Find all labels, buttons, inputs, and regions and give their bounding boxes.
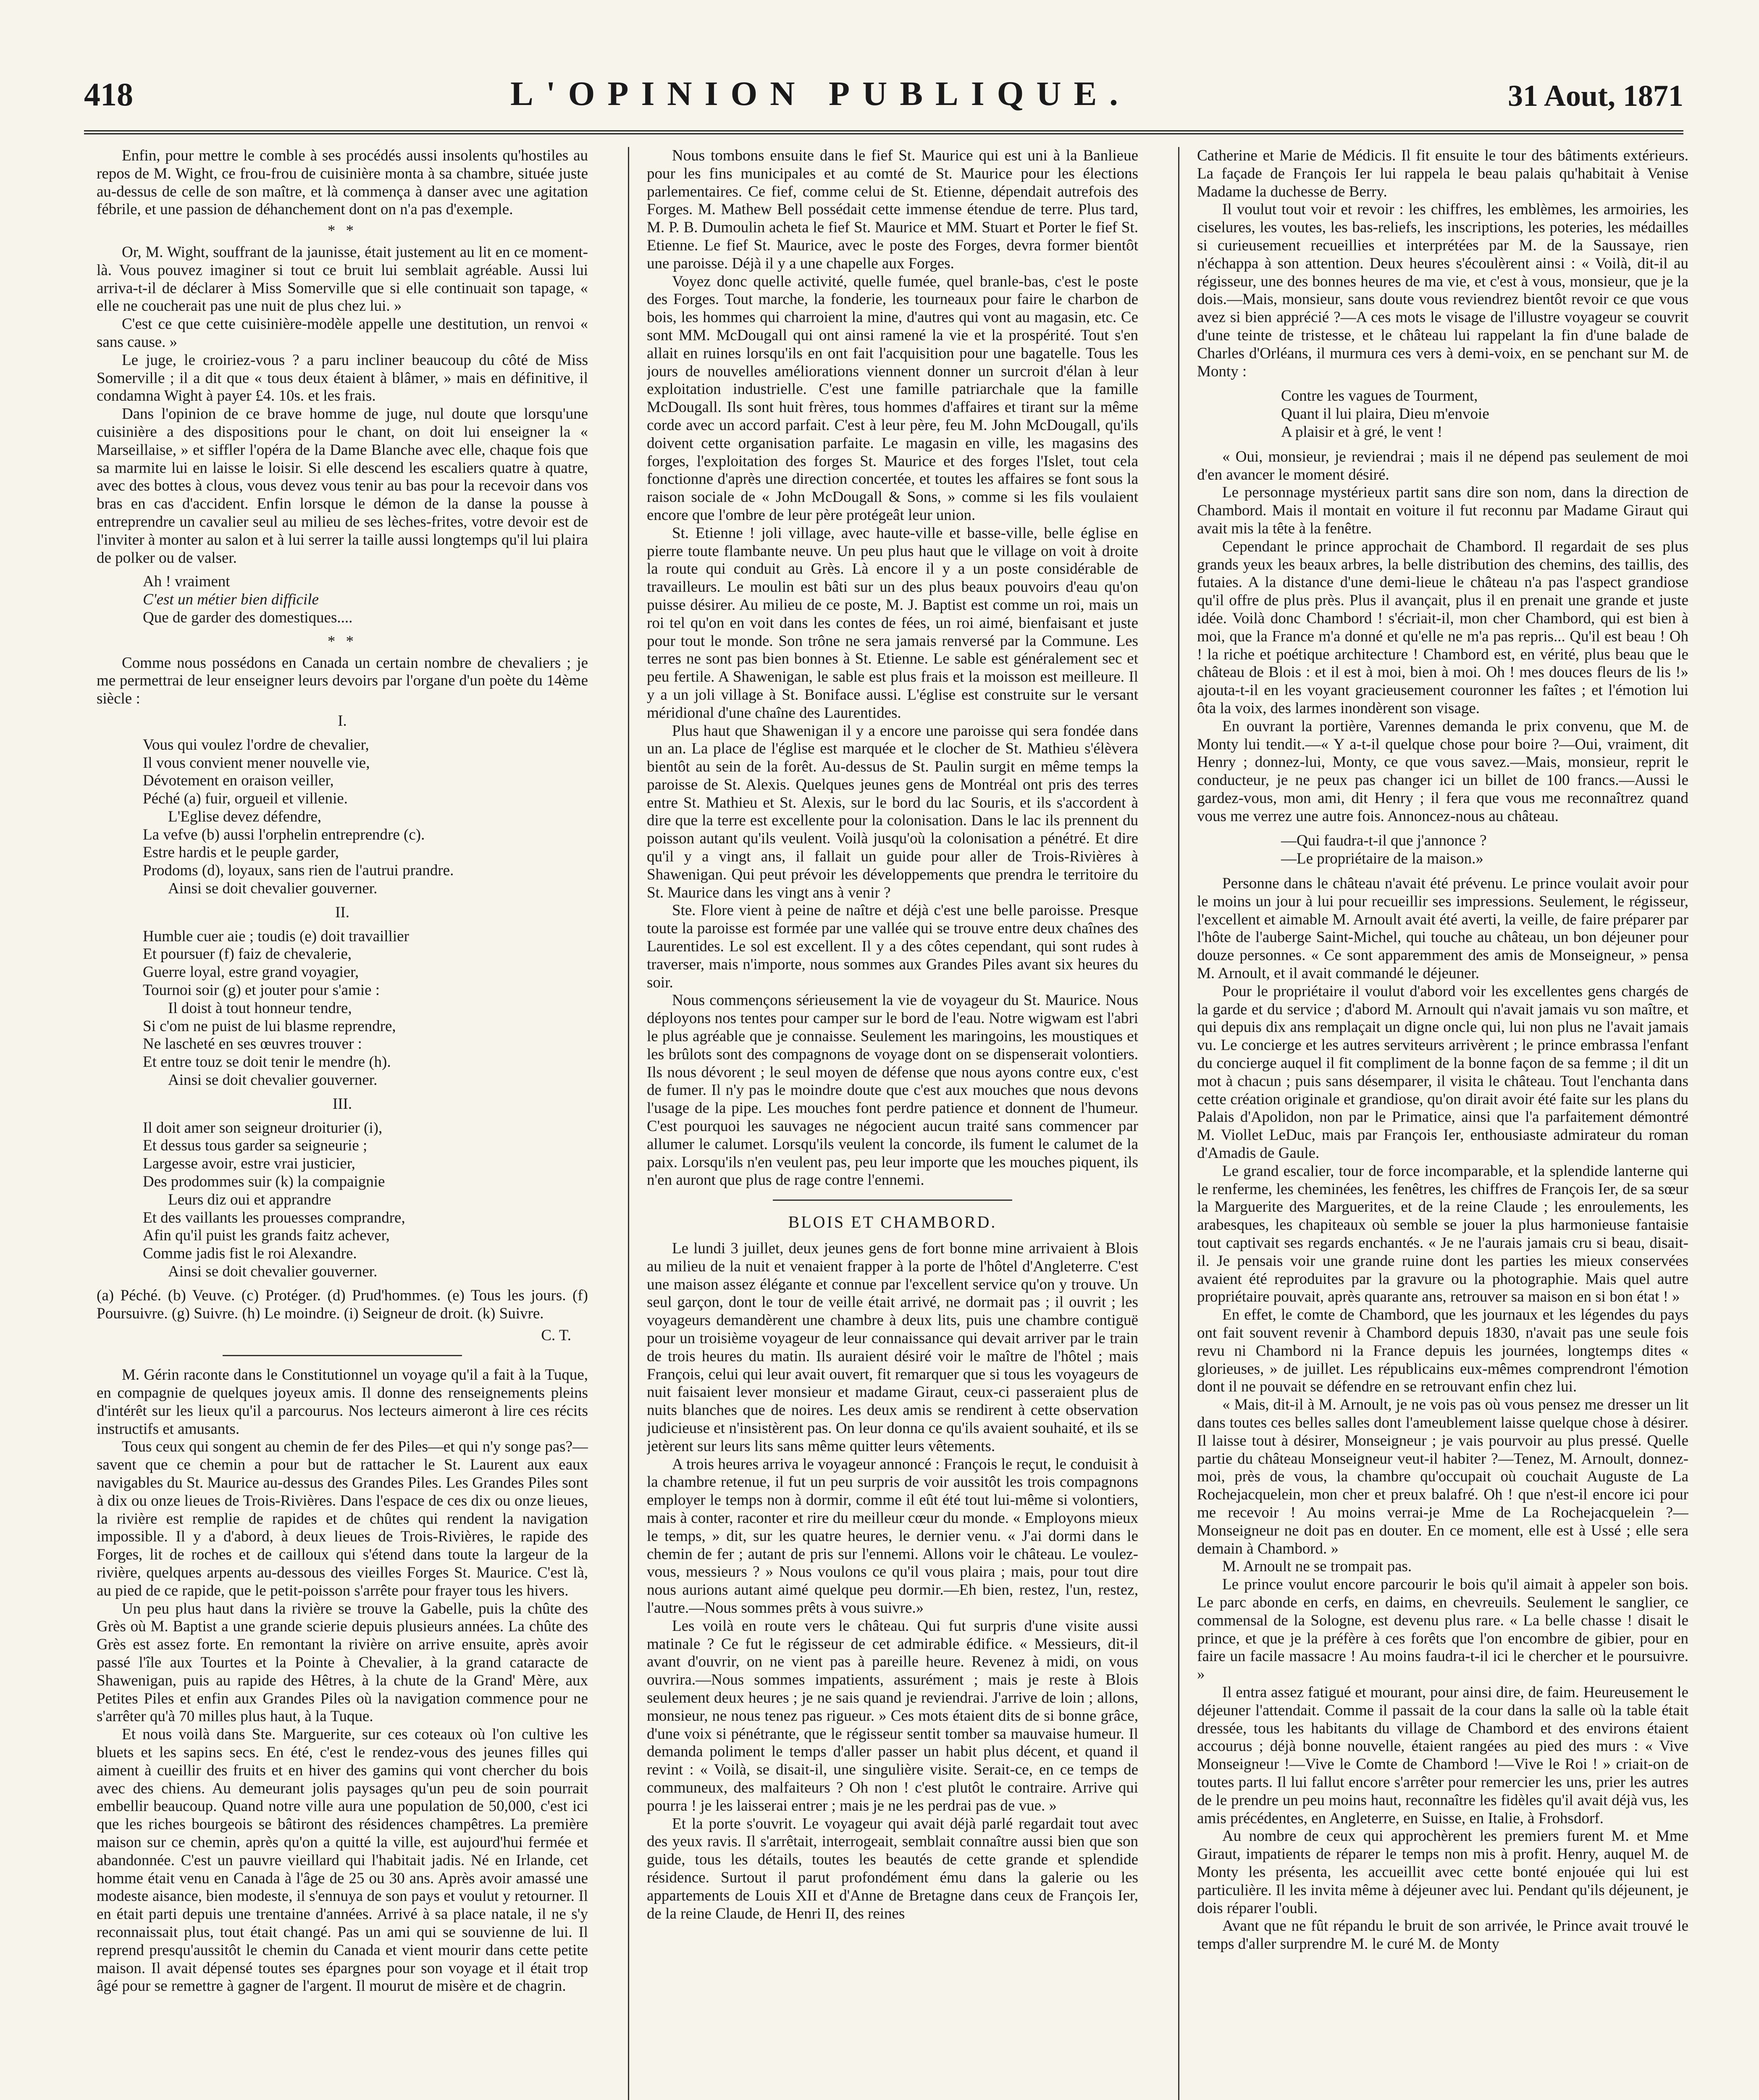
- section-divider: [773, 1200, 1012, 1201]
- verse-line: Dévotement en oraison veiller,: [143, 772, 334, 790]
- paragraph: Le personnage mystérieux partit sans dire son nom, dans la direction de Chambord. Mais il montait en voiture il fut reconnu par Madame Giraut qui avait mis la tête à la fenêtre.: [1197, 484, 1688, 537]
- verse-line: L'Eglise devez défendre,: [168, 808, 322, 825]
- paragraph: Personne dans le château n'avait été prévenu. Le prince voulait avoir pour le moins un jour à lui pour recueillir ses impressions. Seulement, le régisseur, l'excellent et aimable M. Arnoult avait été averti, la veille, de faire préparer par l'hôte de l'auberge Saint-Michel, qui touche au château, un bon déjeuner pour douze personnes. « Ce sont apparemment des amis de Monseigneur, » pensa M. Arnoult, et il avait commandé le déjeuner.: [1197, 875, 1688, 982]
- paragraph: Enfin, pour mettre le comble à ses procédés aussi insolents qu'hostiles au repos de M. Wight, ce frou-frou de cuisinière monta à sa chambre, située juste au-dessus de celle de son maître, et là commença à danser avec une agitation fébrile, et une passion de déhanchement dont on n'a pas d'exemple.: [97, 147, 588, 218]
- paragraph: Les voilà en route vers le château. Qui fut surpris d'une visite aussi matinale ? Ce fut le régisseur de cet admirable édifice. « Messieurs, dit-il avant d'ouvrir, on ne vient pas à pareille heure. Revenez à midi, on vous ouvrira.—Nous sommes impatients, assurément ; mais je reste à Blois seulement deux heures ; je ne sais quand je reviendrai. J'arrive de loin ; allons, monsieur, ne nous tenez pas rigueur. » Ces mots étaient dits de si bonne grâce, d'une voix si pénétrante, que le régisseur sentit tomber sa mauvaise humeur. Il demanda poliment le temps d'aller passer un habit plus décent, et quand il revint : « Voilà, se disait-il, une singulière visite. Serait-ce, en ce temps de communeux, des malfaiteurs ? Oh non ! c'est plutôt le contraire. Arrive qui pourra ! je les laisserai entrer ; mais je ne les perdrai pas de vue. »: [647, 1617, 1138, 1814]
- verse-line: Largesse avoir, estre vrai justicier,: [143, 1155, 355, 1173]
- verse-line: Il doit amer son seigneur droiturier (i),: [143, 1119, 383, 1137]
- verse-line: Contre les vagues de Tourment,: [1281, 387, 1478, 405]
- paragraph: Et nous voilà dans Ste. Marguerite, sur ces coteaux où l'on cultive les bluets et les sapins secs. En été, c'est le rendez-vous des jeunes filles qui aiment à cueillir des fruits et en hiver des gamins qui vont chercher du bois avec des chiens. Au demeurant jolis paysages qu'un peu de soin pourrait embellir beaucoup. Quand notre ville aura une population de 50,000, c'est ici que les riches bourgeois se bâtiront des résidences champêtres. La première maison sur ce chemin, après qu'on a quitté la ville, est aujourd'hui fermée et abandonnée. C'est un pauvre vieillard qui l'habitait jadis. Né en Irlande, cet homme était venu en Canada à l'âge de 25 ou 30 ans. Après avoir amassé une modeste aisance, bien modeste, il s'ennuya de son pays et voulut y retourner. Il en était parti depuis une trentaine d'années. Arrivé à sa place natale, il ne s'y reconnaissait plus, tout était changé. Pas un ami qui se souvienne de lui. Il reprend presqu'aussitôt le chemin du Canada et vient mourir dans cette petite maison. Il avait dépensé toutes ses épargnes pour son voyage et il était trop âgé pour se remettre à gagner de l'argent. Il mourut de misère et de chagrin.: [97, 1726, 588, 1995]
- verse-line: C'est un métier bien difficile: [143, 591, 319, 609]
- verse-line: Guerre loyal, estre grand voyagier,: [143, 963, 359, 981]
- paragraph: Et la porte s'ouvrit. Le voyageur qui avait déjà parlé regardait tout avec des yeux ravis. Il s'arrêtait, interrogeait, semblait connaître aussi bien que son guide, tous les détails, toutes les beautés de cette grande et splendide résidence. Surtout il parut profondément ému dans la galerie ou les appartements de Louis XII et d'Anne de Bretagne dans ceux de François Ier, de la reine Claude, de Henri II, des reines: [647, 1815, 1138, 1922]
- column-3: [1197, 147, 1688, 2100]
- issue-date: 31 Aout, 1871: [1507, 79, 1683, 113]
- paragraph: Nous commençons sérieusement la vie de voyageur du St. Maurice. Nous déployons nos tentes pour camper sur le bord de l'eau. Notre wigwam est l'abri le plus agréable que je connaisse. Seulement les maringoins, les moustiques et les brûlots sont des compagnons de voyage dont on se dispenserait volontiers. Ils nous dévorent ; le seul moyen de défense que nous ayons contre eux, c'est de fumer. Il n'y pas le moindre doute que c'est aux mouches que nous devons l'usage de la pipe. Les mouches font perdre patience et donnent de l'humeur. C'est pourquoi les sauvages ne négocient aucun traité sans commencer par allumer le calumet. Lorsqu'ils veulent la concorde, ils fument le calumet de la paix. Lorsqu'ils n'en veulent pas, peu leur importe que les mouches piquent, ils n'en auront que plus de rage contre l'ennemi.: [647, 992, 1138, 1189]
- section-divider: [223, 1355, 462, 1356]
- verse-line: La vefve (b) aussi l'orphelin entreprendre (c).: [143, 826, 425, 843]
- verse-line: Que de garder des domestiques....: [143, 609, 353, 626]
- paragraph: Cependant le prince approchait de Chambord. Il regardait de ses plus grands yeux les beaux arbres, la belle distribution des chemins, des taillis, des futaies. A la distance d'une demi-lieue le château n'a pas l'aspect grandiose qu'il offre de plus près. Plus il avançait, plus il en prenait une grande et juste idée. Voilà donc Chambord ! s'écriait-il, mon cher Chambord, qui est bien à moi, que la France m'a donné et qu'elle ne m'a pas repris... Qu'il est beau ! Oh ! la riche et poétique architecture ! Chambord est, en vérité, plus beau que le château de Blois : et il est à moi, bien à moi. Oh ! mes douces fleurs de lis !» ajouta-t-il en les voyant gracieusement couronner les faîtes ; et l'émotion lui ôta la voix, des larmes inondèrent son visage.: [1197, 538, 1688, 717]
- verse-line: Péché (a) fuir, orgueil et villenie.: [143, 790, 348, 808]
- paragraph: En ouvrant la portière, Varennes demanda le prix convenu, que M. de Monty lui tendit.—« Y a-t-il quelque chose pour boire ?—Oui, vraiment, dit Henry ; donnez-lui, Monty, ce que vous savez.—Mais, monsieur, reprit le conducteur, je ne peux pas changer ici un billet de 100 francs.—Aussi le gardez-vous, mon ami, dit Henry ; il fera que vous me reconnaîtrez quand vous me verrez une autre fois. Annoncez-nous au château.: [1197, 717, 1688, 825]
- verse-line: Et entre touz se doit tenir le mendre (h).: [143, 1053, 391, 1071]
- page-number: 418: [84, 76, 133, 113]
- verse-line: Ainsi se doit chevalier gouverner.: [168, 1071, 378, 1089]
- dinkus: * *: [327, 222, 357, 240]
- poem-stanza: [143, 736, 588, 898]
- paragraph: Comme nous possédons en Canada un certain nombre de chevaliers ; je me permettrai de leur enseigner leurs devoirs par l'organe d'un poète du 14ème siècle :: [97, 654, 588, 708]
- verse-quote: [143, 573, 588, 627]
- newspaper-title: L'OPINION PUBLIQUE.: [510, 74, 1131, 113]
- verse-line: Ainsi se doit chevalier gouverner.: [168, 1263, 378, 1281]
- dinkus: * *: [327, 633, 357, 650]
- column-rule: [628, 147, 629, 2100]
- article-heading: BLOIS ET CHAMBORD.: [788, 1213, 997, 1232]
- paragraph: Au nombre de ceux qui approchèrent les premiers furent M. et Mme Giraut, impatients de réparer le temps non mis à profit. Henry, auquel M. de Monty les présenta, les accueillit avec cette bonté enjouée qui lui est particulière. Il les invita même à déjeuner avec lui. Pendant qu'ils déjeunent, je dois réparer l'oubli.: [1197, 1827, 1688, 1917]
- verse-line: Ne lascheté en ses œuvres trouver :: [143, 1035, 362, 1053]
- column-2: [647, 147, 1138, 2100]
- paragraph: Pour le propriétaire il voulut d'abord voir les excellentes gens chargés de la garde et du service ; d'abord M. Arnoult qui n'avait jamais vu son maître, et qui depuis dix ans remplaçait un digne oncle qui, lui non plus ne l'avait jamais vu. Le concierge et les autres serviteurs arrivèrent ; le prince embrassa l'enfant du concierge auquel il fit compliment de la bonne façon de sa femme ; il dit un mot à chacun ; puis sans désemparer, il visita le château. Tout l'enchanta dans cette création originale et grandiose, qu'on dirait avoir été faite sur les plans du Palais d'Apolidon, non par le Primatice, ainsi que l'a parfaitement démontré M. Viollet LeDuc, mais par François Ier, enthousiaste admirateur du roman d'Amadis de Gaule.: [1197, 982, 1688, 1162]
- paragraph: En effet, le comte de Chambord, que les journaux et les légendes du pays ont fait souvent revenir à Chambord depuis 1830, n'avait pas une seule fois revu ni Chambord ni la France depuis les journées, longtemps dites « glorieuses, » de juillet. Les républicains eux-mêmes comprendront l'émotion dont il ne pouvait se défendre en se retrouvant enfin chez lui.: [1197, 1306, 1688, 1396]
- paragraph: Tous ceux qui songent au chemin de fer des Piles—et qui n'y songe pas?—savent que ce chemin a pour but de rattacher le St. Laurent aux eaux navigables du St. Maurice au-dessus des Grandes Piles. Les Grandes Piles sont à dix ou onze lieues de Trois-Rivières. Dans l'espace de ces dix ou onze lieues, la rivière est remplie de rapides et de chûtes qui rendent la navigation impossible. Il y a d'abord, à deux lieues de Trois-Rivières, le rapide des Forges, lit de roches et de cailloux qui s'étend dans toute la largeur de la rivière, quelques arpents au-dessous des vieilles Forges St. Maurice. C'est là, au pied de ce rapide, que le petit-poisson s'arrête pour frayer tous les hivers.: [97, 1438, 588, 1599]
- paragraph: Dans l'opinion de ce brave homme de juge, nul doute que lorsqu'une cuisinière a des dispositions pour le chant, on doit lui enseigner la « Marseillaise, » et siffler l'opéra de la Dame Blanche avec elle, chaque fois que sa marmite lui en laisse le loisir. Si elle descend les escaliers quatre à quatre, avec des bottes à clous, vous devez vous tenir au bas pour la recevoir dans vos bras en cas d'accident. Enfin lorsque le démon de la danse la pousse à entreprendre un cavalier seul au milieu de ses lèches-frites, votre devoir est de l'inviter à monter au salon et à lui serrer la taille aussi longtemps qu'il lui plaira de polker ou de valser.: [97, 405, 588, 567]
- stanza-number: III.: [332, 1095, 352, 1113]
- paragraph: Voyez donc quelle activité, quelle fumée, quel branle-bas, c'est le poste des Forges. Tout marche, la fonderie, les tourneaux pour faire le charbon de bois, les hommes qui charroient la mine, d'autres qui vont au magasin, etc. Ce sont MM. McDougall qui ont ainsi ramené la vie et la prospérité. Tout s'en allait en ruines lorsqu'ils en ont fait l'acquisition pour une bagatelle. Tous les jours de nouvelles améliorations viennent donner un surcroit d'élan à leur exploitation industrielle. C'est une famille patriarchale que la famille McDougall. Ils sont huit frères, tous hommes d'affaires et tirant sur la même corde avec un accord parfait. C'est à leur père, feu M. John McDougall, qu'ils doivent cette organisation parfaite. Le magasin en ville, les magasins des forges, l'exploitation des forges St. Maurice et des forges l'Islet, tout cela fonctionne d'après une direction concertée, et toutes les affaires se font sous la raison sociale de « John McDougall & Sons, » comme si les fils voulaient encore que l'ombre de leur père protégeât leur union.: [647, 273, 1138, 524]
- dialogue-line: —Le propriétaire de la maison.»: [1281, 850, 1483, 868]
- dialogue-line: —Qui faudra-t-il que j'annonce ?: [1281, 832, 1487, 850]
- paragraph: Il voulut tout voir et revoir : les chiffres, les emblèmes, les armoiries, les ciselures, les voutes, les bas-reliefs, les inscriptions, les poteries, les médailles si curieusement recueillies et interprétées par M. de la Saussaye, rien n'échappa à son attention. Deux heures s'écoulèrent ainsi : « Voilà, dit-il au régisseur, une des bonnes heures de ma vie, et c'est à vous, monsieur, que je la dois.—Mais, monsieur, sans doute vous reviendrez bientôt revoir ce que vous avez si bien apprécié ?—A ces mots le visage de l'illustre voyageur se couvrit d'une teinte de tristesse, et le château lui rappelant la fin d'une balade de Charles d'Orléans, il murmura ces vers à demi-voix, en se penchant sur M. de Monty :: [1197, 201, 1688, 380]
- stanza-number: II.: [335, 903, 349, 921]
- dialogue-lines: [1281, 832, 1688, 868]
- paragraph: Ste. Flore vient à peine de naître et déjà c'est une belle paroisse. Presque toute la paroisse est formée par une vallée qui se trouve entre deux chaînes des Laurentides. Le sol est excellent. Il y a des côtes cependant, qui sont rudes à traverser, mais n'importe, nous sommes aux Grandes Piles avant six heures du soir.: [647, 902, 1138, 991]
- paragraph: Un peu plus haut dans la rivière se trouve la Gabelle, puis la chûte des Grès où M. Baptist a une grande scierie depuis plusieurs années. La chûte des Grès est assez forte. En remontant la rivière on arrive ensuite, après avoir passé l'île aux Tourtes et la Pointe à Chevalier, à la grand cataracte de Shawenigan, puis au rapide des Hêtres, à la chute de la Grand' Mère, aux Petites Piles et enfin aux Grandes Piles où la navigation commence pour ne s'arrêter qu'à 70 milles plus haut, à la Tuque.: [97, 1600, 588, 1725]
- verse-line: Si c'om ne puist de lui blasme reprendre,: [143, 1017, 396, 1035]
- verse-line: Et poursuer (f) faiz de chevalerie,: [143, 945, 352, 963]
- paragraph: « Mais, dit-il à M. Arnoult, je ne vois pas où vous pensez me dresser un lit dans toutes ces belles salles dont l'ameublement laisse quelque chose à désirer. Il laisse tout à désirer, Monseigneur ; je vais pourvoir au plus pressé. Quelle partie du château Monseigneur veut-il habiter ?—Tenez, M. Arnoult, donnez-moi, près de vous, la chambre qu'occupait où couchait Auguste de La Rochejacquelein, mon cher et preux balafré. Oh ! que n'est-il encore ici pour me recevoir ! Au moins verrai-je Mme de La Rochejacquelein ?—Monseigneur ne doit pas en douter. En ce moment, elle est à Ussé ; elle sera demain à Chambord. »: [1197, 1396, 1688, 1557]
- verse-line: Et dessus tous garder sa seigneurie ;: [143, 1137, 368, 1155]
- paragraph: C'est ce que cette cuisinière-modèle appelle une destitution, un renvoi « sans cause. »: [97, 315, 588, 351]
- author-signature: C. T.: [541, 1327, 571, 1344]
- paragraph: St. Etienne ! joli village, avec haute-ville et basse-ville, belle église en pierre toute flambante neuve. Un peu plus haut que le village on voit à droite la route qui conduit au Grès. Là encore il y a un poste considérable de travailleurs. Le moulin est bâti sur un des plus beaux pouvoirs d'eau qu'on puisse désirer. Au milieu de ce poste, M. J. Baptist est comme un roi, mais un roi tel qu'on en voit dans les contes de fées, un roi aimé, bienfaisant et juste pour tout le monde. Son trône ne sera jamais renversé par la Commune. Les terres ne sont pas bien bonnes à St. Etienne. Le sable est généralement sec et peu fertile. A Shawenigan, le sable est plus frais et la moisson est meilleure. Il y a un joli village à St. Boniface aussi. L'église est construite sur le versant méridional d'une chaîne des Laurentides.: [647, 524, 1138, 722]
- masthead: [84, 63, 1683, 113]
- verse-line: Ah ! vraiment: [143, 573, 230, 591]
- stanza-number: I.: [338, 712, 347, 730]
- verse-line: Tournoi soir (g) et jouter pour s'amie :: [143, 982, 380, 999]
- verse-line: Il vous convient mener nouvelle vie,: [143, 754, 370, 772]
- verse-line: Vous qui voulez l'ordre de chevalier,: [143, 736, 369, 753]
- column-rule: [1178, 147, 1179, 2100]
- paragraph: Il entra assez fatigué et mourant, pour ainsi dire, de faim. Heureusement le déjeuner l'attendait. Comme il passait de la cour dans la salle où la table était dressée, tous les habitants du village de Chambord et des environs étaient accourus ; déjà bonne nouvelle, étaient rangées au pied des murs : « Vive Monseigneur !—Vive le Comte de Chambord !—Vive le Roi ! » criait-on de toutes parts. Il lui fallut encore s'arrêter pour remercier les uns, prier les autres de le prendre un peu moins haut, reconnaître les fidèles qu'il avait déjà vus, les amis précédentes, en Angleterre, en Suisse, en Italie, à Frohsdorf.: [1197, 1683, 1688, 1827]
- verse-line: Quant il lui plaira, Dieu m'envoie: [1281, 405, 1489, 423]
- paragraph: Avant que ne fût répandu le bruit de son arrivée, le Prince avait trouvé le temps d'aller surprendre M. le curé M. de Monty: [1197, 1917, 1688, 1953]
- paragraph: Nous tombons ensuite dans le fief St. Maurice qui est uni à la Banlieue pour les fins municipales et au comté de St. Maurice pour les élections parlementaires. Ce fief, comme celui de St. Etienne, dépendait autrefois des Forges. M. Mathew Bell possédait cette immense étendue de terre. Plus tard, M. P. B. Dumoulin acheta le fief St. Maurice et MM. Stuart et Porter le fief St. Etienne. Le fief St. Maurice, avec le poste des Forges, devra former bientôt une paroisse. Déjà il y a une chapelle aux Forges.: [647, 147, 1138, 272]
- verse-line: Il doist à tout honneur tendre,: [168, 999, 352, 1017]
- paragraph: Catherine et Marie de Médicis. Il fit ensuite le tour des bâtiments extérieurs. La façade de François Ier lui rappela le beau palais qu'habitait à Venise Madame la duchesse de Berry.: [1197, 147, 1688, 200]
- poem-stanza: [143, 928, 588, 1089]
- verse-line: Afin qu'il puist les grands faitz achever,: [143, 1227, 390, 1244]
- paragraph: Le lundi 3 juillet, deux jeunes gens de fort bonne mine arrivaient à Blois au milieu de la nuit et venaient frapper à la porte de l'hôtel d'Angleterre. C'est une maison assez élégante et connue par l'excellent service qu'on y trouve. Un seul garçon, dont le tour de veille était arrivé, ne dormait pas ; il ouvrit ; les voyageurs demandèrent une chambre à deux lits, puis une chambre contiguë pour un troisième voyageur de leur connaissance qui devait arriver par le train de trois heures du matin. Ils auraient désiré voir le maître de l'hôtel ; mais François, celui qui leur avait ouvert, fit remarquer que si tous les voyageurs de nuit faisaient lever monsieur et madame Giraut, ceux-ci passeraient plus de nuits blanches que de noires. Les deux amis se rendirent à cette observation judicieuse et n'insistèrent pas. On leur donna ce qu'ils avaient souhaité, et ils se jetèrent sur leurs lits sans même quitter leurs vêtements.: [647, 1240, 1138, 1455]
- paragraph: Le grand escalier, tour de force incomparable, et la splendide lanterne qui le renferme, les cheminées, les fenêtres, les chiffres de François Ier, de sa sœur la Marguerite des Marguerites, et de la reine Claude ; les enroulements, les arabesques, les chapiteaux où semble se jouer la plus harmonieuse fantaisie tout captivait ses regards enchantés. « Je ne l'aurais jamais cru si beau, disait-il. Je pensais voir une grande ruine dont les parties les mieux conservées avaient été reproduites par la gravure ou la photographie. Mais quel autre propriétaire pouvait, après quarante ans, retrouver sa maison en si bon état ! »: [1197, 1162, 1688, 1306]
- paragraph: A trois heures arriva le voyageur annoncé : François le reçut, le conduisit à la chambre retenue, il fut un peu surpris de voir aussitôt les trois compagnons employer le temps non à dormir, comme il eût été tout lui-même si volontiers, mais à conter, raconter et rire du meilleur cœur du monde. « Employons mieux le temps, » dit, sur les quatre heures, le dernier venu. « J'ai dormi dans le chemin de fer ; autant de pris sur l'ennemi. Allons voir le château. Le voulez-vous, messieurs ? » Nous voulons ce qu'il vous plaira ; mais, pour tout dire nous aurions autant aimé quelque peu dormir.—Eh bien, restez, l'un, restez, l'autre.—Nous sommes prêts à vous suivre.»: [647, 1455, 1138, 1617]
- paragraph: « Oui, monsieur, je reviendrai ; mais il ne dépend pas seulement de moi d'en avancer le moment désiré.: [1197, 448, 1688, 483]
- verse-line: Ainsi se doit chevalier gouverner.: [168, 880, 378, 898]
- paragraph: M. Gérin raconte dans le Constitutionnel un voyage qu'il a fait à la Tuque, en compagnie de quelques joyeux amis. Il donne des renseignements pleins d'intérêt sur les lieux qu'il a parcourus. Nos lecteurs aimeront à lire ces récits instructifs et amusants.: [97, 1366, 588, 1438]
- verse-line: Comme jadis fist le roi Alexandre.: [143, 1245, 357, 1263]
- paragraph: Le prince voulut encore parcourir le bois qu'il aimait à appeler son bois. Le parc abonde en cerfs, en daims, en chevreuils. Seulement le sanglier, ce commensal de la Sologne, est devenu plus rare. « La belle chasse ! disait le prince, et que je la préfère à ces forêts que l'on encombre de gibier, pour en faire un facile massacre ! Au moins faudra-t-il ici le chercher et le poursuivre. »: [1197, 1576, 1688, 1683]
- verse-line: Leurs diz oui et apprandre: [168, 1191, 331, 1208]
- verse-line: Prodoms (d), loyaux, sans rien de l'autrui prandre.: [143, 862, 454, 879]
- verse-quote: [1281, 387, 1688, 441]
- verse-line: Humble cuer aie ; toudis (e) doit travaillier: [143, 927, 409, 945]
- paragraph: M. Arnoult ne se trompait pas.: [1222, 1558, 1412, 1575]
- poem-stanza: [143, 1119, 588, 1281]
- verse-line: Des prodommes suir (k) la compaignie: [143, 1173, 385, 1191]
- footnotes: (a) Péché. (b) Veuve. (c) Protéger. (d) Prud'hommes. (e) Tous les jours. (f) Poursuivre. (g) Suivre. (h) Le moindre. (i) Seigneur de droit. (k) Suivre.: [97, 1286, 588, 1322]
- verse-line: A plaisir et à gré, le vent !: [1281, 423, 1443, 441]
- verse-line: Et des vaillants les prouesses comprandre,: [143, 1209, 405, 1226]
- column-1: [97, 147, 588, 2100]
- paragraph: Le juge, le croiriez-vous ? a paru incliner beaucoup du côté de Miss Somerville ; il a dit que « tous deux étaient à blâmer, » mais en définitive, il condamna Wight à payer £4. 10s. et les frais.: [97, 351, 588, 405]
- paragraph: Or, M. Wight, souffrant de la jaunisse, était justement au lit en ce moment-là. Vous pouvez imaginer si tout ce bruit lui semblait agréable. Aussi lui arriva-t-il de déclarer à Miss Somerville que si elle continuait son tapage, « elle ne coucherait pas une nuit de plus chez lui. »: [97, 243, 588, 315]
- verse-line: Estre hardis et le peuple garder,: [143, 844, 339, 861]
- paragraph: Plus haut que Shawenigan il y a encore une paroisse qui sera fondée dans un an. La place de l'église est marquée et le clocher de St. Mathieu s'élèvera bientôt au sein de la forêt. Au-dessus de St. Paulin surgit en même temps la paroisse de St. Alexis. Quelques jeunes gens de Montréal ont pris des terres entre St. Mathieu et St. Alexis, sur le bord du lac Souris, et ils s'accordent à dire que la terre est excellente pour la colonisation. Dans le lac ils prennent du poisson autant qu'ils veulent. Voilà jusqu'où la colonisation a pénétré. Et dire qu'il y a vingt ans, il fallait un guide pour aller de Trois-Rivières à Shawenigan. Qui peut prévoir les développements que prendra le territoire du St. Maurice dans les vingt ans à venir ?: [647, 722, 1138, 901]
- masthead-rule: [84, 130, 1683, 137]
